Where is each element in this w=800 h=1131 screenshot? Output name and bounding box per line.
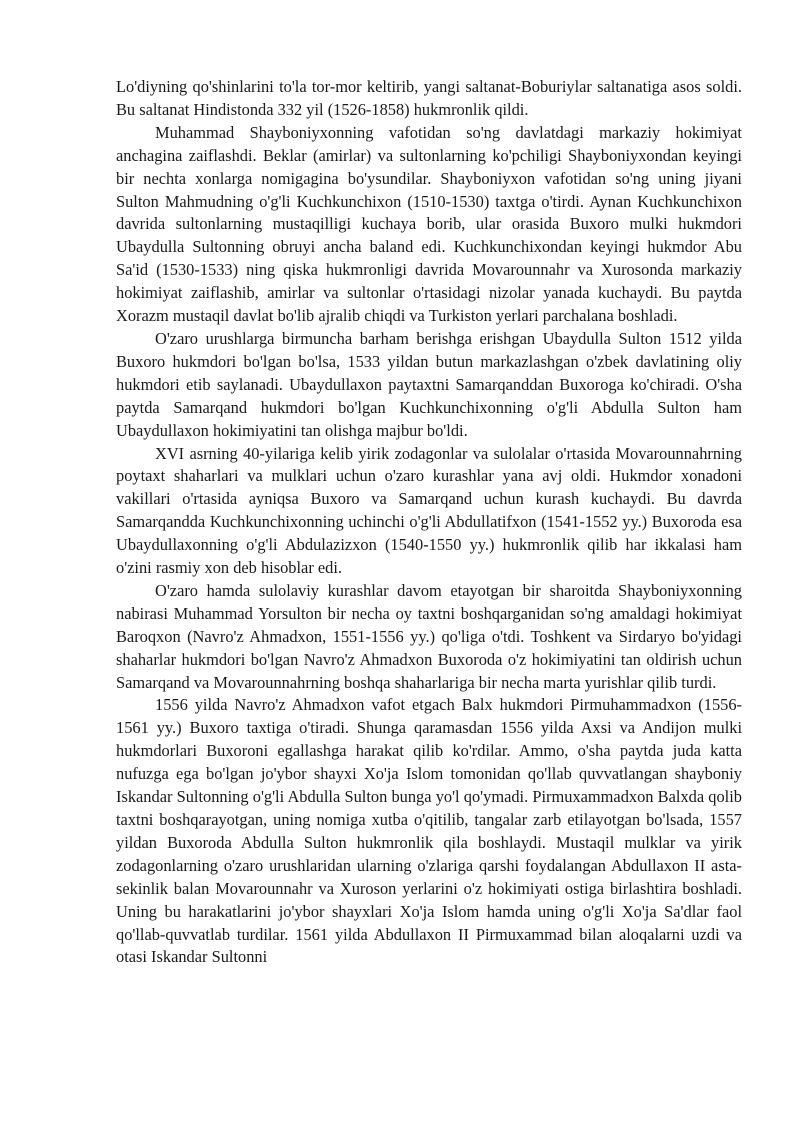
paragraph-abdullaxon-ii: 1556 yilda Navro'z Ahmadxon vafot etgach Balx hukmdori Pirmuhammadxon (1556-1561 yy.) Buxoro taxtiga o'tiradi. Shunga qaramasdan 1556 yilda Axsi va Andijon mulki hukmdorlari Buxoroni egallashga harakat qilib ko'rdilar. Ammo, o'sha paytda juda katta nufuzga ega bo'lgan jo'ybor shayxi Xo'ja Islom tomonidan qo'llab quvvatlangan shayboniy Iskandar Sultonning o'g'li Abdulla Sulton bunga yo'l qo'ymadi. Pirmuxammadxon Balxda qolib taxtni boshqarayotgan, uning nomiga xutba o'qitilib, tangalar zarb etilayotgan bo'lsada, 1557 yildan Buxoroda Abdulla Sulton hukmronlik qila boshlaydi. Mustaqil mulklar va yirik zodagonlarning o'zaro urushlaridan ularning o'zlariga qarshi foydalangan Abdullaxon II asta-sekinlik balan Movarounnahr va Xuroson yerlarini o'z hokimiyati ostiga birlashtira boshladi. Uning bu harakatlarini jo'ybor shayxlari Xo'ja Islom hamda uning o'g'li Xo'ja Sa'dlar faol qo'llab-quvvatlab turdilar. 1561 yilda Abdullaxon II Pirmuxammad bilan aloqalarni uzdi va otasi Iskandar Sultonni [116,695,742,967]
paragraph-navroz-ahmadxon: O'zaro hamda sulolaviy kurashlar davom etayotgan bir sharoitda Shayboniyxonning nabirasi Muhammad Yorsulton bir necha oy taxtni boshqarganidan so'ng amaldagi hokimiyat Baroqxon (Navro'z Ahmadxon, 1551-1556 yy.) qo'liga o'tdi. Toshkent va Sirdaryo bo'yidagi shaharlar hukmdori bo'lgan Navro'z Ahmadxon Buxoroda o'z hokimiyatini tan oldirish uchun Samarqand va Movarounnahrning boshqa shaharlariga bir necha marta yurishlar qilib turdi. [116,580,742,692]
paragraph-ubaydulla-sulton: O'zaro urushlarga birmuncha barham berishga erishgan Ubaydulla Sulton 1512 yilda Buxoro hukmdori bo'lgan bo'lsa, 1533 yildan butun markazlashgan o'zbek davlatining oliy hukmdori etib saylanadi. Ubaydullaxon paytaxtni Samarqanddan Buxoroga ko'chiradi. O'sha paytda Samarqand hukmdori bo'lgan Kuchkunchixonning o'g'li Abdulla Sulton ham Ubaydullaxon hokimiyatini tan olishga majbur bo'ldi. [116,328,742,440]
document-page [116,76,742,969]
paragraph-shayboniyxon-vafoti: Muhammad Shayboniyxonning vafotidan so'ng davlatdagi markaziy hokimiyat anchagina zaiflashdi. Beklar (amirlar) va sultonlarning ko'pchiligi Shayboniyxondan keyingi bir nechta xonlarga nomigagina bo'ysundilar. Shayboniyxon vafotidan so'ng uning jiyani Sulton Mahmudning o'g'li Kuchkunchixon (1510-1530) taxtga o'tirdi. Aynan Kuchkunchixon davrida sultonlarning mustaqilligi kuchaya borib, ular orasida Buxoro mulki hukmdori Ubaydulla Sultonning obruyi ancha baland edi. Kuchkunchixondan keyingi hukmdor Abu Sa'id (1530-1533) ning qiska hukmronligi davrida Movarounnahr va Xurosonda markaziy hokimiyat zaiflashib, amirlar va sultonlar o'rtasidagi nizolar yanada kuchaydi. Bu paytda Xorazm mustaqil davlat bo'lib ajralib chiqdi va Turkiston yerlari parchalana boshladi. [116,122,742,326]
paragraph-xvi-asr-kurashlar: XVI asrning 40-yilariga kelib yirik zodagonlar va sulolalar o'rtasida Movarounnahrning poytaxt shaharlari va mulklari uchun o'zaro kurashlar yana avj oldi. Hukmdor xonadoni vakillari o'rtasida ayniqsa Buxoro va Samarqand uchun kurash kuchaydi. Bu davrda Samarqandda Kuchkunchixonning uchinchi o'g'li Abdullatifxon (1541-1552 yy.) Buxoroda esa Ubaydullaxonning o'g'li Abdulazizxon (1540-1550 yy.) hukmronlik qilib har ikkalasi ham o'zini rasmiy xon deb hisoblar edi. [116,443,742,578]
paragraph-boburiylar: Lo'diyning qo'shinlarini to'la tor-mor keltirib, yangi saltanat-Boburiylar saltanatiga asos soldi. Bu saltanat Hindistonda 332 yil (1526-1858) hukmronlik qildi. [116,77,742,119]
